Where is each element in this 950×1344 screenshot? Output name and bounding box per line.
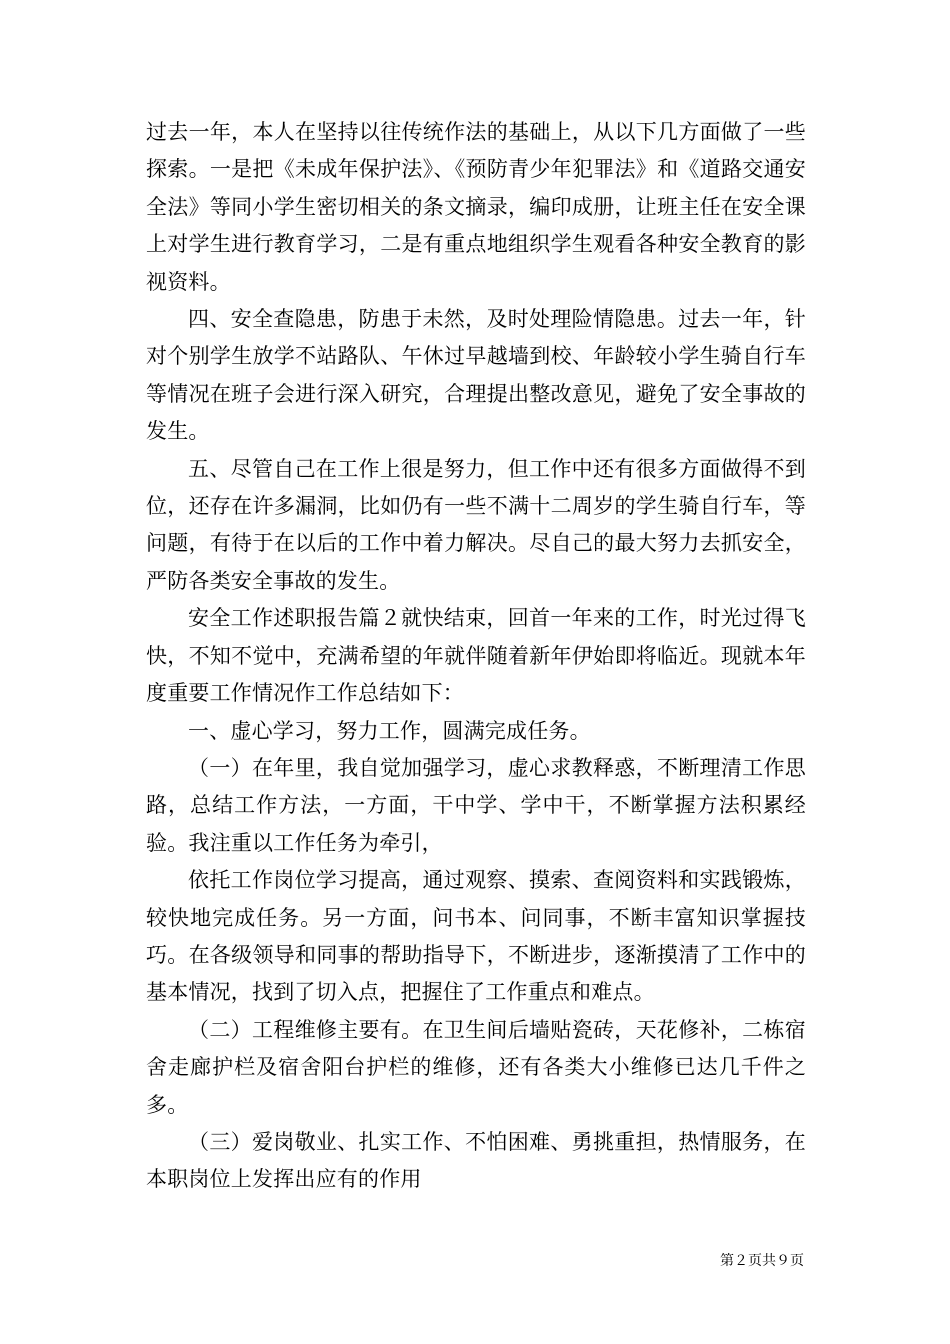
paragraph-item-one-continued: 依托工作岗位学习提高，通过观察、摸索、查阅资料和实践锻炼，较快地完成任务。另一方面，问书本、问同事，不断丰富知识掌握技巧。在各级领导和同事的帮助指导下，不断进步，逐渐摸清了工作中的基本情况，找到了切入点，把握住了工作重点和难点。 — [146, 868, 806, 1005]
paragraph-report-two: 安全工作述职报告篇２就快结束，回首一年来的工作，时光过得飞快，不知不觉中，充满希望的年就伴随着新年伊始即将临近。现就本年度重要工作情况作工作总结如下： — [146, 606, 806, 706]
paragraph-section-four: 四、安全查隐患，防患于未然，及时处理险情隐患。过去一年，针对个别学生放学不站路队、午休过早越墙到校、年龄较小学生骑自行车等情况在班子会进行深入研究，合理提出整改意见，避免了安全事故的发生。 — [146, 307, 806, 444]
paragraph-item-two: （二）工程维修主要有。在卫生间后墙贴瓷砖，天花修补，二栋宿舍走廊护栏及宿舍阳台护栏的维修，还有各类大小维修已达几千件之多。 — [146, 1017, 806, 1117]
paragraph-heading-one: 一、虚心学习，努力工作，圆满完成任务。 — [188, 718, 591, 743]
paragraph-section-five: 五、尽管自己在工作上很是努力，但工作中还有很多方面做得不到位，还存在许多漏洞，比如仍有一些不满十二周岁的学生骑自行车，等问题，有待于在以后的工作中着力解决。尽自己的最大努力去抓安全，严防各类安全事故的发生。 — [146, 456, 806, 593]
document-body — [146, 114, 806, 1199]
paragraph-item-one: （一）在年里，我自觉加强学习，虚心求教释惑，不断理清工作思路，总结工作方法，一方面，干中学、学中干，不断掌握方法积累经验。我注重以工作任务为牵引， — [146, 755, 806, 855]
page-number: 第２页共９页 — [720, 1253, 804, 1269]
paragraph-item-three: （三）爱岗敬业、扎实工作、不怕困难、勇挑重担，热情服务，在本职岗位上发挥出应有的作用 — [146, 1129, 806, 1192]
paragraph-intro: 过去一年，本人在坚持以往传统作法的基础上，从以下几方面做了一些探索。一是把《未成年保护法》、《预防青少年犯罪法》和《道路交通安全法》等同小学生密切相关的条文摘录，编印成册，让班主任在安全课上对学生进行教育学习，二是有重点地组织学生观看各种安全教育的影视资料。 — [146, 120, 806, 294]
